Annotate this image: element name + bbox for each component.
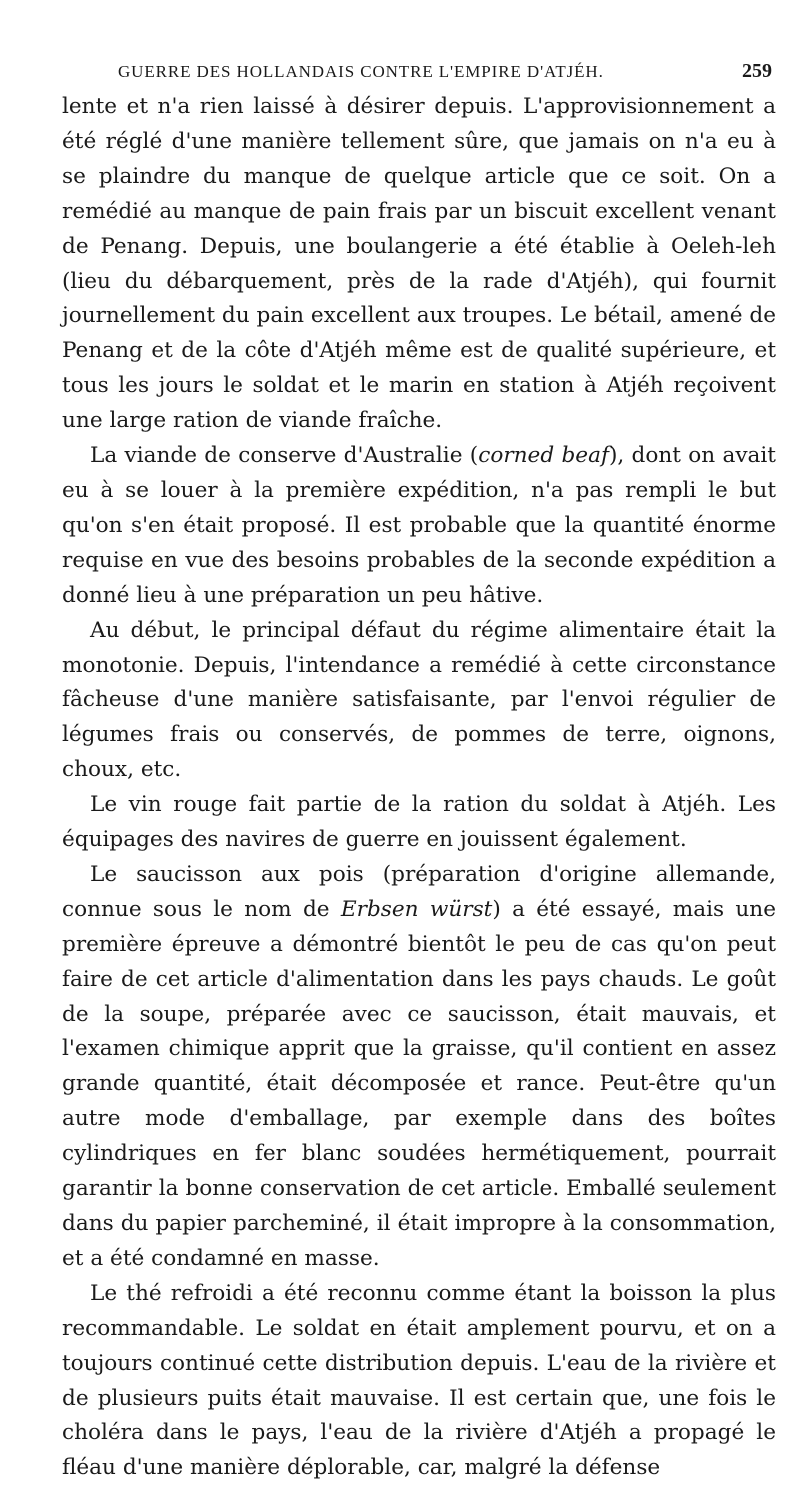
paragraph-text: ), dont on avait eu à se louer à la première expédition, n'a pas rempli le but qu'on s'en était proposé. Il est probable que la quantité énorme requise en vue des besoins probables de la seconde expédition a donné lieu à une préparation un peu hâtive.	[62, 443, 776, 608]
running-title: GUERRE DES HOLLANDAIS CONTRE L'EMPIRE D'ATJÉH.	[118, 62, 604, 81]
paragraph-corned-beef	[62, 439, 776, 614]
paragraph-continuation: lente et n'a rien laissé à désirer depuis. L'approvisionnement a été réglé d'une manière tellement sûre, que jamais on n'a eu à se plaindre du manque de quelque article que ce soit. On a remédié au manque de pain frais par un biscuit excellent venant de Penang. Depuis, une boulangerie a été établie à Oeleh-leh (lieu du débarquement, près de la rade d'Atjéh), qui fournit journellement du pain excellent aux troupes. Le bétail, amené de Penang et de la côte d'Atjéh même est de qualité supérieure, et tous les jours le soldat et le marin en station à Atjéh reçoivent une large ration de viande fraîche.	[62, 94, 776, 434]
paragraph-text: Le saucisson aux pois (préparation d'origine allemande, connue sous le nom de	[62, 861, 776, 922]
book-page	[62, 56, 776, 1486]
running-header	[62, 56, 776, 90]
italic-term: Erbsen würst	[340, 896, 493, 922]
paragraph-red-wine: Le vin rouge fait partie de la ration du soldat à Atjéh. Les équipages des navires de guerre en jouissent également.	[62, 792, 776, 853]
paragraph-cold-tea: Le thé refroidi a été reconnu comme étant la boisson la plus recommandable. Le soldat en était amplement pourvu, et on a toujours continué cette distribution depuis. L'eau de la rivière et de plusieurs puits était mauvaise. Il est certain que, une fois le choléra dans le pays, l'eau de la rivière d'Atjéh a propagé le fléau d'une manière déplorable, car, malgré la défense	[62, 1280, 776, 1481]
paragraph-text: La viande de conserve d'Australie (	[90, 443, 479, 469]
paragraph-text: ) a été essayé, mais une première épreuve a démontré bientôt le peu de cas qu'on peut faire de cet article d'alimentation dans les pays chauds. Le goût de la soupe, préparée avec ce saucisson, était mauvais, et l'examen chimique apprit que la graisse, qu'il contient en assez grande quantité, était décomposée et rance. Peut-être qu'un autre mode d'emballage, par exemple dans des boîtes cylindriques en fer blanc soudées hermétiquement, pourrait garantir la bonne conservation de cet article. Emballé seulement dans du papier parcheminé, il était impropre à la consommation, et a été condamné en masse.	[62, 896, 776, 1271]
body-text	[62, 90, 776, 1486]
italic-term: corned beaf	[478, 443, 609, 469]
page-number: 259	[742, 60, 772, 82]
paragraph-pea-sausage	[62, 858, 776, 1277]
paragraph-monotony: Au début, le principal défaut du régime alimentaire était la monotonie. Depuis, l'intendance a remédié à cette circonstance fâcheuse d'une manière satisfaisante, par l'envoi régulier de légumes frais ou conservés, de pommes de terre, oignons, choux, etc.	[62, 617, 776, 783]
